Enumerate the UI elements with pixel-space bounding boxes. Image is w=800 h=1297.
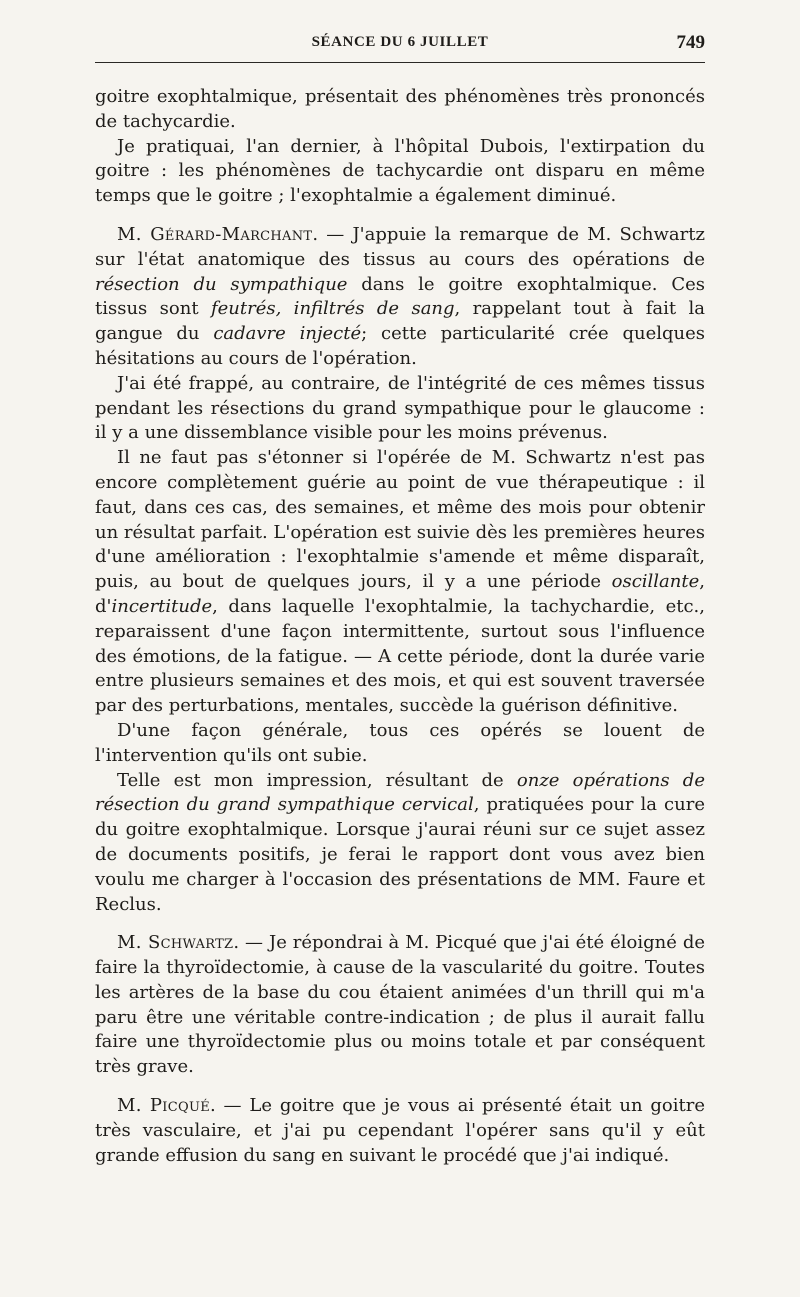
- book-page: [95, 30, 705, 1168]
- speaker-name: M. Gérard-Marchant: [117, 223, 313, 245]
- text-run: Je pratiquai, l'an dernier, à l'hôpital Dubois, l'extirpation du goitre : les phénomènes de tachycardie ont disparu en même temps que le goitre ; l'exophtalmie a également diminué.: [95, 135, 705, 207]
- paragraph: [95, 372, 705, 446]
- paragraph: [95, 135, 705, 209]
- paragraph: [95, 446, 705, 719]
- text-run: , dans laquelle l'exophtalmie, la tachychardie, etc., reparaissent d'une façon intermittente, surtout sous l'influence des émotions, de la fatigue. — A cette période, dont la durée varie entre plusieurs semaines et des mois, et qui est souvent traversée par des perturbations, mentales, succède la guérison définitive.: [95, 595, 705, 717]
- speech-schwartz: [95, 931, 705, 1080]
- text-run: goitre exophtalmique, présentait des phénomènes très prononcés de tachycardie.: [95, 86, 705, 132]
- text-run: Telle est mon impression, résultant de: [117, 769, 517, 791]
- text-run: , pratiquées pour la cure du goitre exophtalmique. Lorsque j'aurai réuni sur ce sujet assez de documents positifs, je ferai le rapport dont vous avez bien voulu me charger à l'occasion des présentations de MM. Faure et Reclus.: [95, 794, 705, 915]
- italic-run: onze opérations de résection du grand sympathique cervical: [95, 769, 705, 816]
- italic-run: cadavre injecté: [213, 323, 362, 345]
- italic-run: oscillante: [611, 571, 700, 593]
- text-run: J'ai été frappé, au contraire, de l'intégrité de ces mêmes tissus pendant les résections du grand sympathique pour le glaucome : il y a une dissemblance visible pour les moins prévenus.: [95, 372, 705, 444]
- speech-picque: [95, 1094, 705, 1168]
- paragraph-continuation: [95, 85, 705, 135]
- speaker-name: M. Schwartz: [117, 932, 234, 954]
- text-run: , d': [95, 571, 705, 617]
- text-run: dans le goitre exophtalmique. Ces tissus sont: [95, 273, 705, 320]
- italic-run: feutrés, infiltrés de sang: [210, 298, 455, 320]
- text-run: , rappelant tout à fait la gangue du: [95, 298, 705, 345]
- running-header: [95, 30, 705, 63]
- text-run: . — J'appuie la remarque de M. Schwartz sur l'état anatomique des tissus au cours des opérations de: [95, 223, 705, 270]
- page-number: 749: [676, 32, 705, 53]
- page-body: [95, 85, 705, 1168]
- paragraph: [95, 769, 705, 918]
- text-run: . — Le goitre que je vous ai présenté était un goitre très vasculaire, et j'ai pu cependant l'opérer sans qu'il y eût grande effusion du sang en suivant le procédé que j'ai indiqué.: [95, 1095, 706, 1166]
- speaker-name: M. Picqué: [117, 1095, 210, 1117]
- text-run: Il ne faut pas s'étonner si l'opérée de M. Schwartz n'est pas encore complètement guérie au point de vue thérapeutique : il faut, dans ces cas, des semaines, et même des mois pour obtenir un résultat parfait. L'opération est suivie dès les premières heures d'une amélioration : l'exophtalmie s'amende et même disparaît, puis, au bout de quelques jours, il y a une période: [95, 447, 705, 593]
- paragraph: [95, 719, 705, 769]
- italic-run: résection du sympathique: [95, 273, 348, 295]
- text-run: ; cette particularité crée quelques hésitations au cours de l'opération.: [95, 323, 705, 369]
- running-title: SÉANCE DU 6 JUILLET: [311, 34, 489, 50]
- text-run: . — Je répondrai à M. Picqué que j'ai été éloigné de faire la thyroïdectomie, à cause de la vascularité du goitre. Toutes les artères de la base du cou étaient animées d'un thrill qui m'a paru être une véritable contre-indication ; de plus il aurait fallu faire une thyroïdectomie plus ou moins totale et par conséquent très grave.: [95, 932, 705, 1078]
- italic-run: incertitude: [111, 595, 213, 617]
- speech-gerard-marchant: [95, 223, 705, 372]
- text-run: D'une façon générale, tous ces opérés se louent de l'intervention qu'ils ont subie.: [95, 719, 705, 766]
